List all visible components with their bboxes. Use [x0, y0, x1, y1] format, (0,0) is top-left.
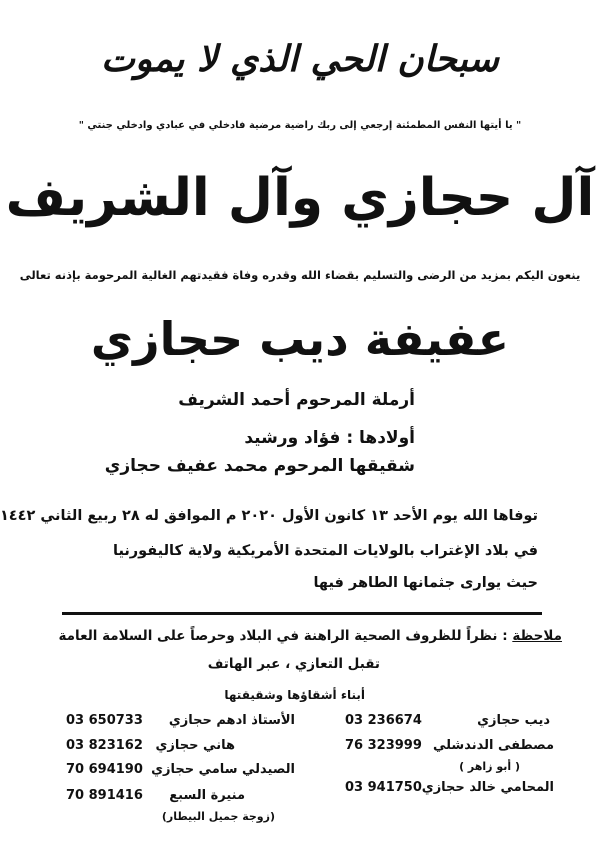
condolences-by-phone: تقبل التعازي ، عبر الهاتف [207, 656, 380, 672]
contacts-heading: أبناء أشقاؤها وشقيقتها [224, 688, 365, 702]
relation-children: أولادها : فؤاد ورشيد [244, 428, 415, 448]
note-label: ملاحظة [512, 628, 562, 644]
quran-verse: " يا أيتها النفس المطمئنة إرجعي إلى ربك راضية مرضية فادخلي في عبادي وادخلي جنتي " [78, 120, 522, 131]
divider-line [62, 612, 542, 615]
burial-line: حيث يوارى جثمانها الطاهر فيها [313, 575, 538, 591]
contact-name: مصطفى الدندشلي [432, 738, 554, 753]
family-title: آل حجازي وآل الشريف [5, 168, 595, 228]
contact-phone: 70 891416 [66, 788, 143, 803]
contact-name: ديب حجازي [477, 713, 550, 728]
announcement-line: ينعون اليكم بمزيد من الرضى والتسليم بقضاء الله وقدره وفاة فقيدتهم الغالية المرحومة بإذنه تعالى [19, 268, 581, 282]
deceased-name: عفيفة ديب حجازي [90, 312, 510, 366]
note-line [58, 628, 562, 644]
contact-name: هاني حجازي [155, 738, 235, 753]
relation-brother: شقيقها المرحوم محمد عفيف حجازي [104, 456, 415, 476]
contact-phone: 70 694190 [66, 762, 143, 777]
note-text: : نظراً للظروف الصحية الراهنة في البلاد وحرصاً على السلامة العامة [58, 628, 508, 644]
contact-phone: 03 236674 [345, 713, 422, 728]
death-place-line: في بلاد الإغتراب بالولايات المتحدة الأمريكية ولاية كاليفورنيا [113, 543, 538, 559]
death-date-line: توفاها الله يوم الأحد ١٣ كانون الأول ٢٠٢٠ م الموافق له ٢٨ ربيع الثاني ١٤٤٢ [0, 508, 538, 524]
contact-phone: 76 323999 [345, 738, 422, 753]
contact-note: (زوجة جميل البيطار) [161, 810, 275, 823]
contact-name: الأستاذ ادهم حجازي [168, 713, 295, 728]
contact-phone: 03 823162 [66, 738, 143, 753]
contact-phone: 03 941750 [345, 780, 422, 795]
contact-phone: 03 650733 [66, 713, 143, 728]
contact-name: المحامي خالد حجازي [421, 780, 554, 795]
calligraphy-heading: سبحان الحي الذي لا يموت [101, 38, 499, 80]
relation-widow-of: أرملة المرحوم أحمد الشريف [178, 390, 415, 410]
contact-name: منيرة السبع [169, 788, 245, 803]
contact-nickname: ( أبو زاهر ) [459, 760, 520, 773]
contact-name: الصيدلي سامي حجازي [151, 762, 295, 777]
